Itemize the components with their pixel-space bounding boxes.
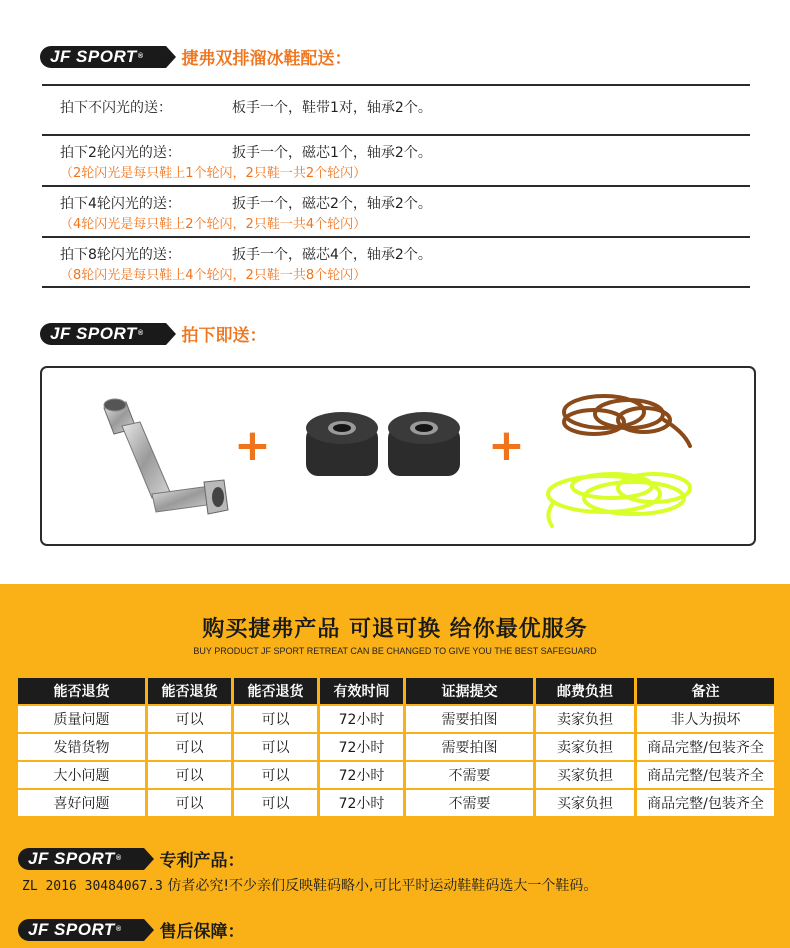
bonus-section-header — [40, 321, 267, 346]
gift-row — [42, 185, 750, 236]
gift-list — [42, 84, 750, 288]
column-header: 能否退货 — [18, 678, 145, 704]
table-cell: 可以 — [234, 762, 317, 788]
bonus-items-box — [40, 366, 756, 546]
table-cell: 72小时 — [320, 734, 403, 760]
table-cell: 卖家负担 — [536, 734, 634, 760]
table-cell: 可以 — [148, 734, 231, 760]
gift-row-label: 拍下2轮闪光的送： — [60, 145, 181, 161]
service-section — [0, 584, 790, 948]
table-row — [18, 734, 774, 760]
shoelaces-image — [534, 382, 714, 538]
gift-row-label: 拍下不闪光的送： — [60, 100, 172, 116]
table-row — [18, 706, 774, 732]
bearings-image — [300, 408, 466, 492]
jf-sport-logo: JF SPORT® — [18, 919, 144, 941]
table-cell: 72小时 — [320, 790, 403, 816]
plus-icon: + — [488, 420, 525, 471]
table-row — [18, 762, 774, 788]
table-cell: 商品完整/包装齐全 — [637, 762, 774, 788]
patent-note: 仿者必究!不少亲们反映鞋码略小,可比平时运动鞋鞋码选大一个鞋码。 — [167, 878, 598, 894]
return-policy-table — [15, 676, 777, 818]
table-cell: 买家负担 — [536, 762, 634, 788]
gift-row — [42, 134, 750, 185]
service-subtitle: BUY PRODUCT JF SPORT RETREAT CAN BE CHANGED TO GIVE YOU THE BEST SAFEGUARD — [193, 646, 597, 656]
wrench-image — [92, 382, 242, 532]
table-cell: 非人为损坏 — [637, 706, 774, 732]
gift-row-label: 拍下8轮闪光的送： — [60, 247, 181, 263]
aftersale-section-title: 售后保障： — [159, 922, 245, 942]
gift-row-items: 扳手一个，磁芯4个，轴承2个。 — [232, 247, 432, 263]
patent-section-title: 专利产品： — [159, 851, 245, 871]
gift-row — [42, 84, 750, 134]
patent-number: ZL 2016 30484067.3 — [22, 879, 163, 894]
table-cell: 商品完整/包装齐全 — [637, 790, 774, 816]
table-cell: 卖家负担 — [536, 706, 634, 732]
jf-sport-logo: JF SPORT® — [18, 848, 144, 870]
table-row — [18, 790, 774, 816]
column-header: 备注 — [637, 678, 774, 704]
table-cell: 喜好问题 — [18, 790, 145, 816]
gifts-section-title: 捷弗双排溜冰鞋配送： — [181, 49, 352, 69]
gift-row-label: 拍下4轮闪光的送： — [60, 196, 181, 212]
table-cell: 需要拍图 — [406, 734, 533, 760]
jf-sport-logo: JF SPORT® — [40, 323, 166, 345]
plus-icon: + — [234, 420, 271, 471]
table-cell: 大小问题 — [18, 762, 145, 788]
table-cell: 可以 — [148, 790, 231, 816]
table-cell: 可以 — [234, 734, 317, 760]
patent-section-header — [18, 846, 245, 871]
gifts-section-header — [40, 44, 352, 69]
table-cell: 可以 — [234, 790, 317, 816]
table-cell: 72小时 — [320, 762, 403, 788]
gift-row-items: 扳手一个，磁芯2个，轴承2个。 — [232, 196, 432, 212]
table-cell: 不需要 — [406, 790, 533, 816]
gift-row-note: （2轮闪光是每只鞋上1个轮闪，2只鞋一共2个轮闪） — [60, 166, 367, 181]
gift-row-items: 板手一个，鞋带1对，轴承2个。 — [232, 100, 432, 116]
column-header: 能否退货 — [148, 678, 231, 704]
table-cell: 买家负担 — [536, 790, 634, 816]
patent-description — [22, 875, 597, 895]
jf-sport-logo: JF SPORT® — [40, 46, 166, 68]
column-header: 有效时间 — [320, 678, 403, 704]
table-cell: 质量问题 — [18, 706, 145, 732]
bonus-section-title: 拍下即送： — [181, 326, 267, 346]
gift-row-note: （8轮闪光是每只鞋上4个轮闪，2只鞋一共8个轮闪） — [60, 268, 367, 283]
table-cell: 可以 — [148, 762, 231, 788]
gift-row-note: （4轮闪光是每只鞋上2个轮闪，2只鞋一共4个轮闪） — [60, 217, 367, 232]
table-cell: 需要拍图 — [406, 706, 533, 732]
gift-row — [42, 236, 750, 288]
table-cell: 可以 — [234, 706, 317, 732]
table-cell: 商品完整/包装齐全 — [637, 734, 774, 760]
service-title: 购买捷弗产品 可退可换 给你最优服务 — [202, 617, 588, 642]
aftersale-section-header — [18, 917, 245, 942]
table-cell: 72小时 — [320, 706, 403, 732]
table-cell: 发错货物 — [18, 734, 145, 760]
table-cell: 不需要 — [406, 762, 533, 788]
column-header: 邮费负担 — [536, 678, 634, 704]
table-cell: 可以 — [148, 706, 231, 732]
column-header: 能否退货 — [234, 678, 317, 704]
gift-row-items: 扳手一个，磁芯1个，轴承2个。 — [232, 145, 432, 161]
table-header-row — [18, 678, 774, 704]
column-header: 证据提交 — [406, 678, 533, 704]
